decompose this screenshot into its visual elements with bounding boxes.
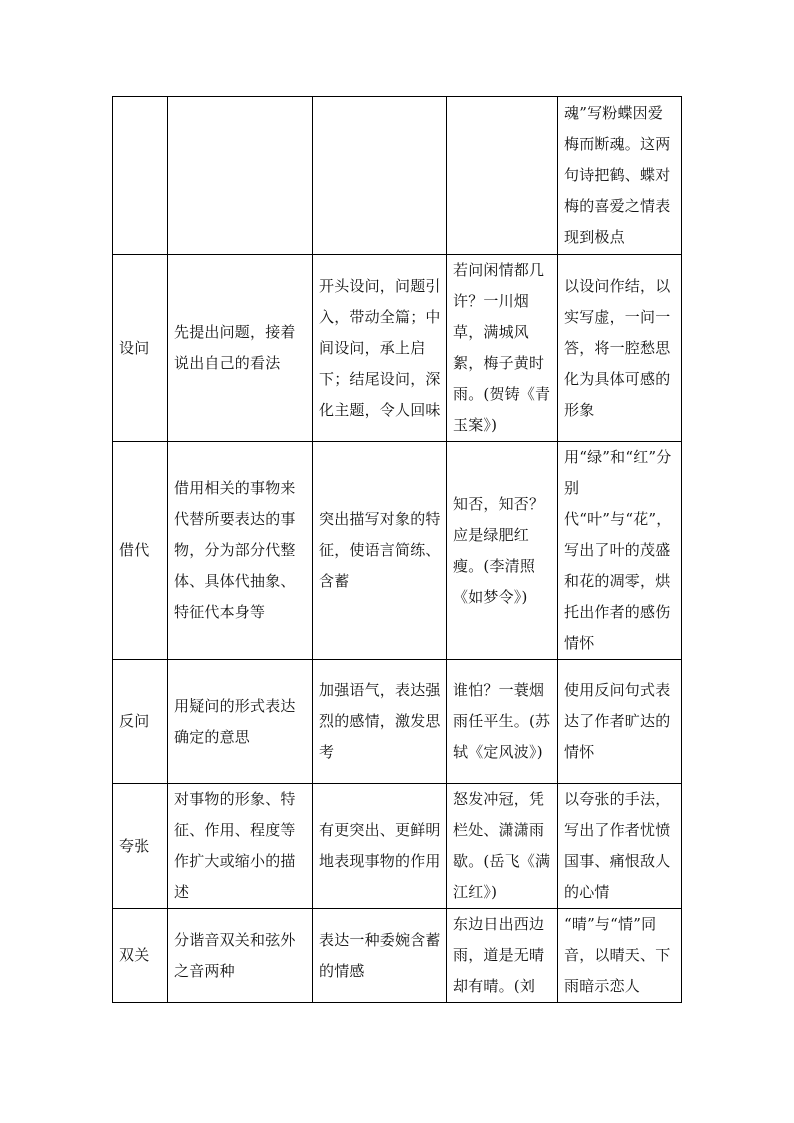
cell-device-name: 夸张	[113, 784, 168, 909]
cell-function	[313, 97, 447, 255]
table-row	[113, 97, 682, 255]
cell-analysis: 以设问作结，以实写虚，一问一答，将一腔愁思化为具体可感的形象	[558, 255, 682, 442]
cell-example: 若问闲情都几许？一川烟草，满城风絮，梅子黄时雨。(贺铸《青玉案》)	[447, 255, 558, 442]
cell-function: 表达一种委婉含蓄的情感	[313, 909, 447, 1003]
cell-example: 怒发冲冠，凭栏处、潇潇雨歇。(岳飞《满江红》)	[447, 784, 558, 909]
cell-device-name: 设问	[113, 255, 168, 442]
cell-analysis: 用“绿”和“红”分别代“叶”与“花”，写出了叶的茂盛和花的凋零，烘托出作者的感伤情怀	[558, 442, 682, 660]
cell-definition	[168, 97, 313, 255]
cell-definition: 分谐音双关和弦外之音两种	[168, 909, 313, 1003]
cell-definition: 对事物的形象、特征、作用、程度等作扩大或缩小的描述	[168, 784, 313, 909]
cell-definition: 用疑问的形式表达确定的意思	[168, 660, 313, 784]
table-row	[113, 442, 682, 660]
table-row	[113, 909, 682, 1003]
cell-function: 突出描写对象的特征，使语言简练、含蓄	[313, 442, 447, 660]
cell-example: 谁怕？一蓑烟雨任平生。(苏轼《定风波》)	[447, 660, 558, 784]
cell-analysis: 以夸张的手法，写出了作者忧愤国事、痛恨敌人的心情	[558, 784, 682, 909]
table-row	[113, 784, 682, 909]
cell-analysis: “晴”与“情”同音，以晴天、下雨暗示恋人	[558, 909, 682, 1003]
cell-analysis: 魂”写粉蝶因爱梅而断魂。这两句诗把鹤、蝶对梅的喜爱之情表现到极点	[558, 97, 682, 255]
cell-function: 加强语气，表达强烈的感情，激发思考	[313, 660, 447, 784]
cell-definition: 先提出问题，接着说出自己的看法	[168, 255, 313, 442]
cell-example: 东边日出西边雨，道是无晴却有晴。(刘	[447, 909, 558, 1003]
cell-device-name: 反问	[113, 660, 168, 784]
cell-device-name: 双关	[113, 909, 168, 1003]
cell-device-name	[113, 97, 168, 255]
table-row	[113, 255, 682, 442]
cell-definition: 借用相关的事物来代替所要表达的事物，分为部分代整体、具体代抽象、特征代本身等	[168, 442, 313, 660]
cell-example	[447, 97, 558, 255]
cell-analysis: 使用反问句式表达了作者旷达的情怀	[558, 660, 682, 784]
cell-device-name: 借代	[113, 442, 168, 660]
cell-example: 知否，知否？应是绿肥红瘦。(李清照《如梦令》)	[447, 442, 558, 660]
cell-function: 开头设问，问题引入，带动全篇；中间设问，承上启下；结尾设问，深化主题，令人回味	[313, 255, 447, 442]
rhetoric-table	[112, 96, 682, 1003]
cell-function: 有更突出、更鲜明地表现事物的作用	[313, 784, 447, 909]
table-row	[113, 660, 682, 784]
